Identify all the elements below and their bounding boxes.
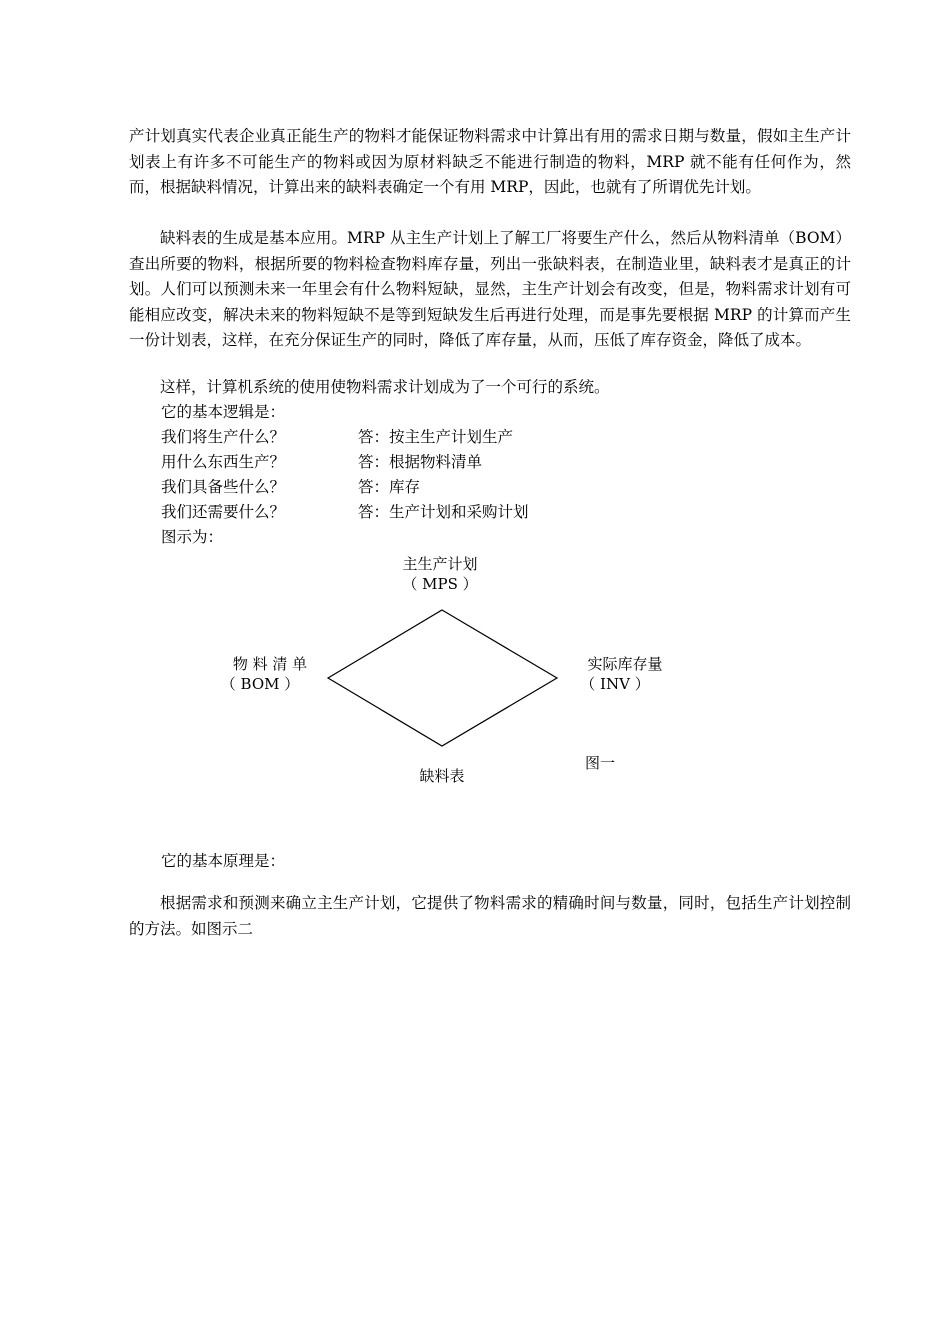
diamond-shape bbox=[328, 610, 557, 746]
diagram-right-label: 实际库存量 bbox=[587, 655, 663, 673]
paragraph-3: 这样，计算机系统的使用使物料需求计划成为了一个可行的系统。 bbox=[160, 378, 610, 396]
principle-intro: 它的基本原理是： bbox=[161, 852, 286, 870]
qa-question: 用什么东西生产？ bbox=[161, 453, 286, 471]
logic-intro: 它的基本逻辑是： bbox=[161, 403, 286, 421]
figure-caption: 图一 bbox=[584, 754, 615, 772]
paragraph-1: 产计划真实代表企业真正能生产的物料才能保证物料需求中计算出有用的需求日期与数量，假如主生产计划表上有许多不可能生产的物料或因为原材料缺乏不能进行制造的物料，MRP 就不能有任何作为，然而，根据缺料情况，计算出来的缺料表确定一个有用 MRP，因此，也就有了所谓优先计划。 bbox=[129, 127, 851, 196]
diagram-bottom-label: 缺料表 bbox=[419, 767, 465, 785]
figure-intro: 图示为： bbox=[161, 528, 224, 546]
diagram-top-label: 主生产计划 bbox=[402, 555, 478, 573]
diagram-left-sub: （ BOM ） bbox=[220, 675, 300, 693]
diagram-top-sub: （ MPS ） bbox=[402, 575, 478, 593]
qa-question: 我们将生产什么？ bbox=[161, 428, 286, 446]
qa-answer: 答：库存 bbox=[358, 478, 421, 496]
diagram-left-label: 物 料 清 单 bbox=[232, 655, 308, 673]
qa-answer: 答：按主生产计划生产 bbox=[358, 428, 514, 446]
qa-question: 我们还需要什么？ bbox=[161, 503, 286, 521]
diagram-right-sub: （ INV ） bbox=[580, 675, 650, 693]
paragraph-2: 缺料表的生成是基本应用。MRP 从主生产计划上了解工厂将要生产什么，然后从物料清单（BOM）查出所要的物料，根据所要的物料检查物料库存量，列出一张缺料表，在制造业里，缺料表才是真正的计划。人们可以预测未来一年里会有什么物料短缺，显然，主生产计划会有改变，但是，物料需求计划有可能相应改变，解决未来的物料短缺不是等到短缺发生后再进行处理，而是事先要根据 MRP 的计算而产生一份计划表，这样，在充分保证生产的同时，降低了库存量，从而，压低了库存资金，降低了成本。 bbox=[129, 229, 851, 349]
qa-answer: 答：根据物料清单 bbox=[358, 453, 483, 471]
qa-question: 我们具备些什么？ bbox=[161, 478, 286, 496]
principle-paragraph: 根据需求和预测来确立主生产计划，它提供了物料需求的精确时间与数量，同时，包括生产计划控制的方法。如图示二 bbox=[129, 894, 851, 938]
qa-answer: 答：生产计划和采购计划 bbox=[358, 503, 529, 521]
